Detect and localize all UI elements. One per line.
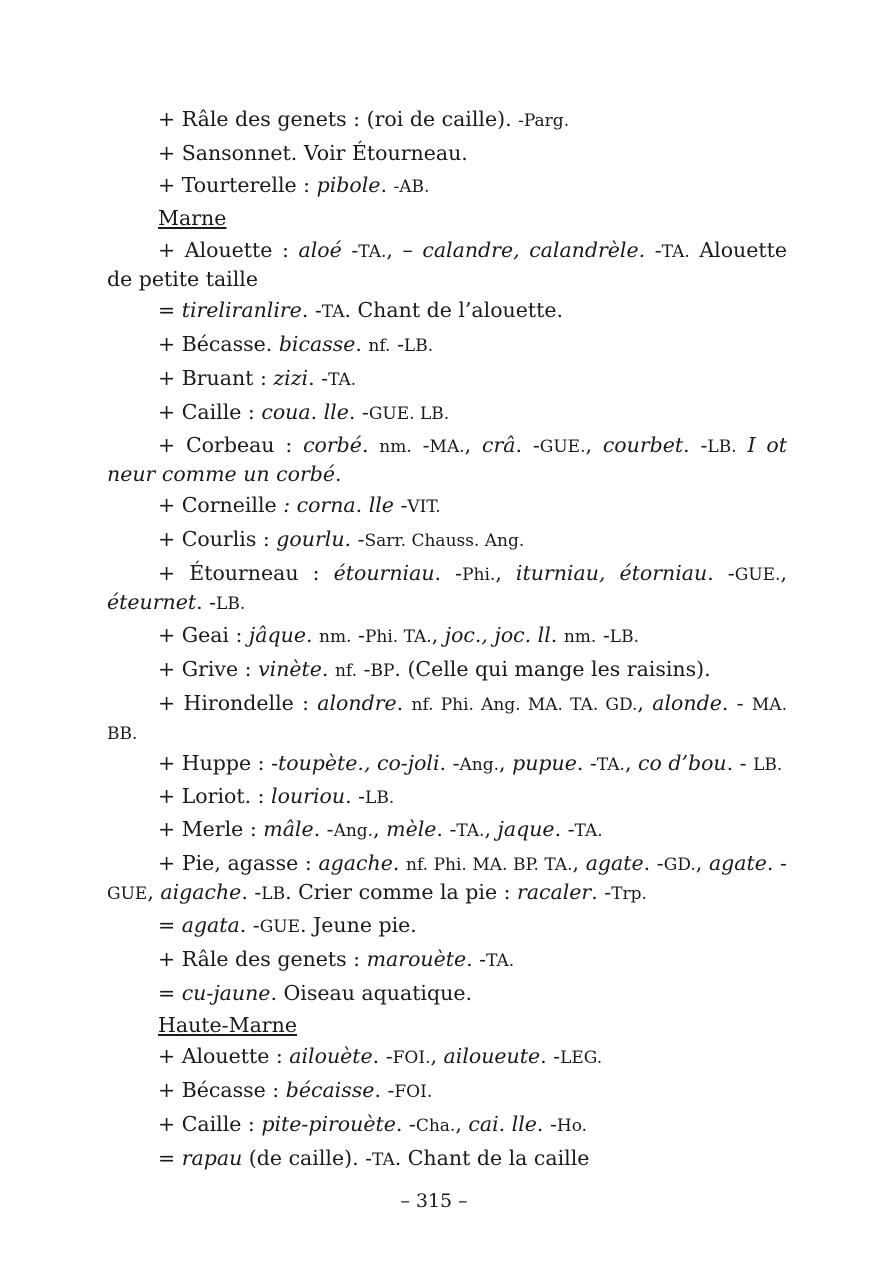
- source-abbreviation: GUE: [259, 917, 301, 938]
- source-abbreviation: TA: [321, 302, 345, 323]
- source-abbreviation: nm.: [379, 437, 412, 458]
- entry-text: -: [351, 622, 365, 647]
- source-abbreviation: TA.: [486, 950, 515, 971]
- dictionary-entry: [107, 170, 787, 204]
- source-abbreviation: TA.: [358, 242, 387, 263]
- entry-text: . Chant de la caille: [394, 1145, 590, 1170]
- dictionary-entry: [107, 397, 787, 431]
- document-body: [107, 104, 787, 1177]
- entry-text: ,: [499, 750, 513, 775]
- source-abbreviation: TA.: [661, 242, 690, 263]
- dialect-term: co d’bou: [637, 750, 727, 775]
- entry-text: =: [158, 1145, 182, 1170]
- dictionary-entry: [107, 363, 787, 397]
- dialect-term: éteurnet: [107, 589, 197, 614]
- entry-text: ,: [147, 880, 161, 905]
- source-abbreviation: Phi. TA.: [364, 626, 432, 647]
- source-abbreviation: VIT.: [407, 497, 441, 518]
- dialect-term: agata: [181, 913, 240, 938]
- entry-text: ,: [430, 1044, 444, 1069]
- entry-text: . -: [434, 560, 463, 585]
- entry-text: . -: [436, 817, 457, 842]
- entry-text: ,: [484, 817, 498, 842]
- dictionary-entry: [107, 295, 787, 329]
- source-abbreviation: TA.: [456, 821, 485, 842]
- entry-text: .: [380, 172, 394, 197]
- source-abbreviation: TA.: [596, 754, 625, 775]
- source-abbreviation: GUE: [107, 884, 148, 905]
- dictionary-entry: [107, 978, 787, 1010]
- entry-text: + Râle des genets :: [158, 946, 367, 971]
- entry-text: . -: [591, 880, 612, 905]
- dialect-term: vinète: [258, 656, 322, 681]
- entry-text: .: [361, 433, 380, 458]
- entry-text: . -: [554, 817, 575, 842]
- entry-text: ,: [373, 817, 387, 842]
- entry-text: + Corbeau :: [158, 433, 304, 458]
- entry-text: + Râle des genets : (roi de caille).: [158, 107, 519, 131]
- entry-text: . Chant de l’alouette.: [344, 298, 563, 323]
- source-abbreviation: Ho.: [556, 1115, 588, 1136]
- entry-text: .: [305, 622, 320, 647]
- entry-text: . (Celle qui mange les raisins).: [394, 656, 711, 681]
- entry-text: . Crier comme la pie :: [285, 880, 518, 905]
- entry-text: .: [392, 851, 407, 876]
- entry-text: ,: [495, 560, 516, 585]
- entry-text: . Jeune pie.: [300, 913, 417, 938]
- entry-text: + Merle :: [158, 817, 264, 842]
- source-abbreviation: LB.: [609, 626, 639, 647]
- dictionary-entry: [107, 524, 787, 558]
- dialect-term: alonde: [652, 690, 722, 715]
- dictionary-entry: [107, 750, 787, 779]
- entry-text: . -: [515, 433, 540, 458]
- dialect-term: joc., joc. ll: [444, 622, 551, 647]
- dictionary-entry: [107, 1075, 787, 1109]
- dialect-term: bécaisse: [285, 1078, 375, 1103]
- source-abbreviation: GUE.: [734, 564, 781, 585]
- page-number: – 315 –: [400, 1190, 468, 1212]
- dialect-term: crâ: [481, 433, 516, 458]
- dialect-term: calandre, calandrèle.: [422, 238, 646, 263]
- entry-text: + Grive :: [158, 656, 259, 681]
- dialect-term: jaque: [497, 817, 555, 842]
- entry-text: , –: [386, 238, 423, 263]
- dialect-term: mâle: [263, 817, 314, 842]
- entry-text: . -: [721, 690, 752, 715]
- entry-text: . -: [345, 783, 366, 808]
- dictionary-entry: [107, 432, 787, 488]
- entry-text: =: [158, 980, 182, 1005]
- dialect-term: gourlu: [276, 527, 345, 552]
- entry-text: . -: [196, 589, 217, 614]
- entry-text: + Huppe :: [158, 750, 272, 775]
- dialect-term: louriou: [271, 783, 346, 808]
- dictionary-entry: [107, 814, 787, 848]
- source-abbreviation: FOI.: [394, 1082, 433, 1103]
- dialect-term: jâque: [248, 622, 306, 647]
- source-abbreviation: MA. BB.: [107, 694, 787, 744]
- entry-text: . Oiseau aquatique.: [270, 980, 472, 1005]
- entry-text: + Sansonnet. Voir Étourneau.: [158, 140, 468, 165]
- dictionary-entry: [107, 138, 787, 170]
- dictionary-entry: [107, 654, 787, 688]
- entry-text: -: [596, 622, 610, 647]
- entry-text: + Bécasse :: [158, 1078, 286, 1103]
- entry-text: . -: [344, 527, 365, 552]
- entry-text: ,: [455, 1111, 469, 1136]
- source-abbreviation: nm.: [563, 626, 597, 647]
- source-abbreviation: nf. Phi. MA. BP. TA.: [406, 855, 573, 876]
- entry-text: . -: [726, 750, 754, 775]
- source-abbreviation: TA.: [328, 369, 357, 390]
- entry-text: + Alouette :: [158, 238, 299, 263]
- entry-text: .: [355, 331, 369, 356]
- entry-text: + Geai :: [158, 622, 249, 647]
- entry-text: + Caille :: [158, 1111, 262, 1136]
- dialect-term: mèle: [386, 817, 437, 842]
- source-abbreviation: Ang.: [333, 821, 374, 842]
- dialect-term: coua. lle: [261, 399, 349, 424]
- dialect-term: bicasse: [278, 331, 356, 356]
- entry-text: . -: [313, 817, 334, 842]
- entry-text: ,: [695, 851, 709, 876]
- source-abbreviation: GUE.: [539, 437, 586, 458]
- entry-text: + Hirondelle :: [158, 690, 318, 715]
- dictionary-entry: [107, 1143, 787, 1177]
- source-abbreviation: LB.: [365, 787, 395, 808]
- dialect-term: pite-pirouète: [261, 1111, 396, 1136]
- dialect-term: tireliranlire: [181, 298, 302, 323]
- dictionary-entry: [107, 104, 787, 138]
- source-abbreviation: BP: [370, 660, 395, 681]
- entry-text: + Loriot. :: [158, 783, 272, 808]
- dialect-term: cu-jaune: [181, 980, 271, 1005]
- dialect-term: marouète: [366, 946, 467, 971]
- entry-text: -: [411, 433, 430, 458]
- entry-text: . -: [374, 1078, 395, 1103]
- dialect-term: aloé: [298, 238, 342, 263]
- dialect-term: I ot neur comme un corbé: [107, 433, 787, 487]
- entry-text: =: [158, 298, 182, 323]
- source-abbreviation: FOI.: [392, 1048, 431, 1069]
- entry-text: .: [396, 690, 412, 715]
- entry-text: . -: [308, 365, 329, 390]
- dialect-term: zizi: [273, 365, 309, 390]
- entry-text: -: [393, 493, 408, 518]
- dictionary-entry: [107, 944, 787, 978]
- source-abbreviation: Ang.: [459, 754, 500, 775]
- source-abbreviation: nm.: [319, 626, 352, 647]
- dialect-term: ailoueute: [443, 1044, 541, 1069]
- dialect-term: pibole: [316, 172, 381, 197]
- entry-text: . -: [439, 750, 460, 775]
- entry-text: ,: [464, 433, 482, 458]
- source-abbreviation: GD.: [663, 855, 696, 876]
- section-heading: [107, 1010, 787, 1042]
- entry-text: .: [321, 656, 335, 681]
- dictionary-entry: [107, 560, 787, 618]
- dialect-term: étourniau: [333, 560, 435, 585]
- dictionary-entry: [107, 781, 787, 815]
- dialect-term: corbé: [303, 433, 362, 458]
- source-abbreviation: Sarr. Chauss. Ang.: [364, 531, 525, 552]
- entry-text: ,: [585, 433, 603, 458]
- section-heading: [107, 203, 787, 235]
- entry-text: . -: [766, 851, 787, 876]
- source-abbreviation: LB: [261, 884, 286, 905]
- entry-text: . -: [395, 1111, 416, 1136]
- source-abbreviation: nf. Phi. Ang. MA. TA. GD.: [411, 694, 638, 715]
- source-abbreviation: LEG.: [560, 1048, 603, 1069]
- source-abbreviation: LB.: [216, 593, 246, 614]
- entry-text: -: [645, 238, 662, 263]
- entry-text: + Courlis :: [158, 527, 277, 552]
- entry-text: + Bruant :: [158, 365, 274, 390]
- dialect-term: agate: [708, 851, 767, 876]
- dialect-term: agache: [318, 851, 393, 876]
- dialect-term: courbet: [602, 433, 684, 458]
- entry-text: -: [390, 331, 404, 356]
- dictionary-entry: [107, 490, 787, 524]
- entry-text: + Tourterelle :: [158, 172, 317, 197]
- entry-text: -: [357, 656, 371, 681]
- entry-text: . -: [683, 433, 708, 458]
- entry-text: ,: [572, 851, 586, 876]
- dialect-term: ailouète: [289, 1044, 373, 1069]
- dictionary-entry: [107, 690, 787, 748]
- dialect-term: iturniau, étorniau: [515, 560, 708, 585]
- entry-text: . -: [348, 399, 369, 424]
- entry-text: . -: [466, 946, 487, 971]
- entry-text: . -: [707, 560, 735, 585]
- entry-text: ,: [780, 560, 787, 585]
- entry-text: =: [158, 913, 182, 938]
- entry-text: + Pie, agasse :: [158, 851, 319, 876]
- source-abbreviation: -Parg.: [518, 111, 570, 131]
- entry-text: (de caille). -: [242, 1145, 373, 1170]
- dialect-term: : corna. lle: [283, 493, 394, 518]
- entry-text: .: [335, 462, 342, 487]
- entry-text: . -: [536, 1111, 557, 1136]
- source-abbreviation: LB.: [403, 335, 434, 356]
- entry-text: + Alouette :: [158, 1044, 290, 1069]
- section-heading-text: Marne: [158, 206, 227, 231]
- entry-text: . -: [540, 1044, 561, 1069]
- dialect-term: aigache: [160, 880, 242, 905]
- source-abbreviation: -AB.: [393, 176, 430, 197]
- source-abbreviation: nf.: [334, 660, 358, 681]
- section-heading-text: Haute-Marne: [158, 1012, 297, 1037]
- source-abbreviation: Phi.: [462, 564, 496, 585]
- entry-text: .: [550, 622, 564, 647]
- dialect-term: alondre: [317, 690, 397, 715]
- source-abbreviation: LB.: [753, 754, 783, 775]
- entry-text: -: [341, 238, 359, 263]
- dictionary-entry: [107, 1041, 787, 1075]
- dialect-term: rapau: [181, 1145, 243, 1170]
- entry-text: ,: [431, 622, 445, 647]
- source-abbreviation: TA.: [574, 821, 603, 842]
- dictionary-entry: [107, 1109, 787, 1143]
- entry-text: + Étourneau :: [158, 560, 334, 585]
- source-abbreviation: GUE. LB.: [368, 403, 450, 424]
- dialect-term: cai. lle: [468, 1111, 537, 1136]
- dialect-term: -toupète., co-joli: [271, 750, 440, 775]
- entry-text: . -: [576, 750, 597, 775]
- entry-text: + Bécasse.: [158, 331, 279, 356]
- entry-text: . -: [239, 913, 260, 938]
- dictionary-entry: [107, 329, 787, 363]
- dictionary-entry: [107, 237, 787, 293]
- source-abbreviation: TA: [372, 1149, 395, 1170]
- entry-text: . -: [643, 851, 664, 876]
- entry-text: + Caille :: [158, 399, 262, 424]
- source-abbreviation: Cha.: [415, 1115, 456, 1136]
- source-abbreviation: LB.: [707, 437, 737, 458]
- entry-text: ,: [624, 750, 638, 775]
- entry-text: [737, 433, 748, 457]
- dictionary-entry: [107, 910, 787, 944]
- dialect-term: pupue: [512, 750, 577, 775]
- entry-text: . -: [372, 1044, 393, 1069]
- entry-text: . -: [241, 880, 262, 905]
- source-abbreviation: nf.: [368, 335, 391, 356]
- entry-text: Alouette de petite taille: [107, 238, 788, 292]
- source-abbreviation: Trp.: [611, 884, 647, 905]
- entry-text: . -: [301, 298, 322, 323]
- dictionary-entry: [107, 620, 787, 654]
- entry-text: + Corneille: [158, 493, 284, 518]
- dialect-term: racaler: [517, 880, 592, 905]
- source-abbreviation: MA.: [429, 437, 465, 458]
- entry-text: ,: [637, 690, 653, 715]
- dictionary-entry: [107, 850, 787, 908]
- dialect-term: agate: [585, 851, 644, 876]
